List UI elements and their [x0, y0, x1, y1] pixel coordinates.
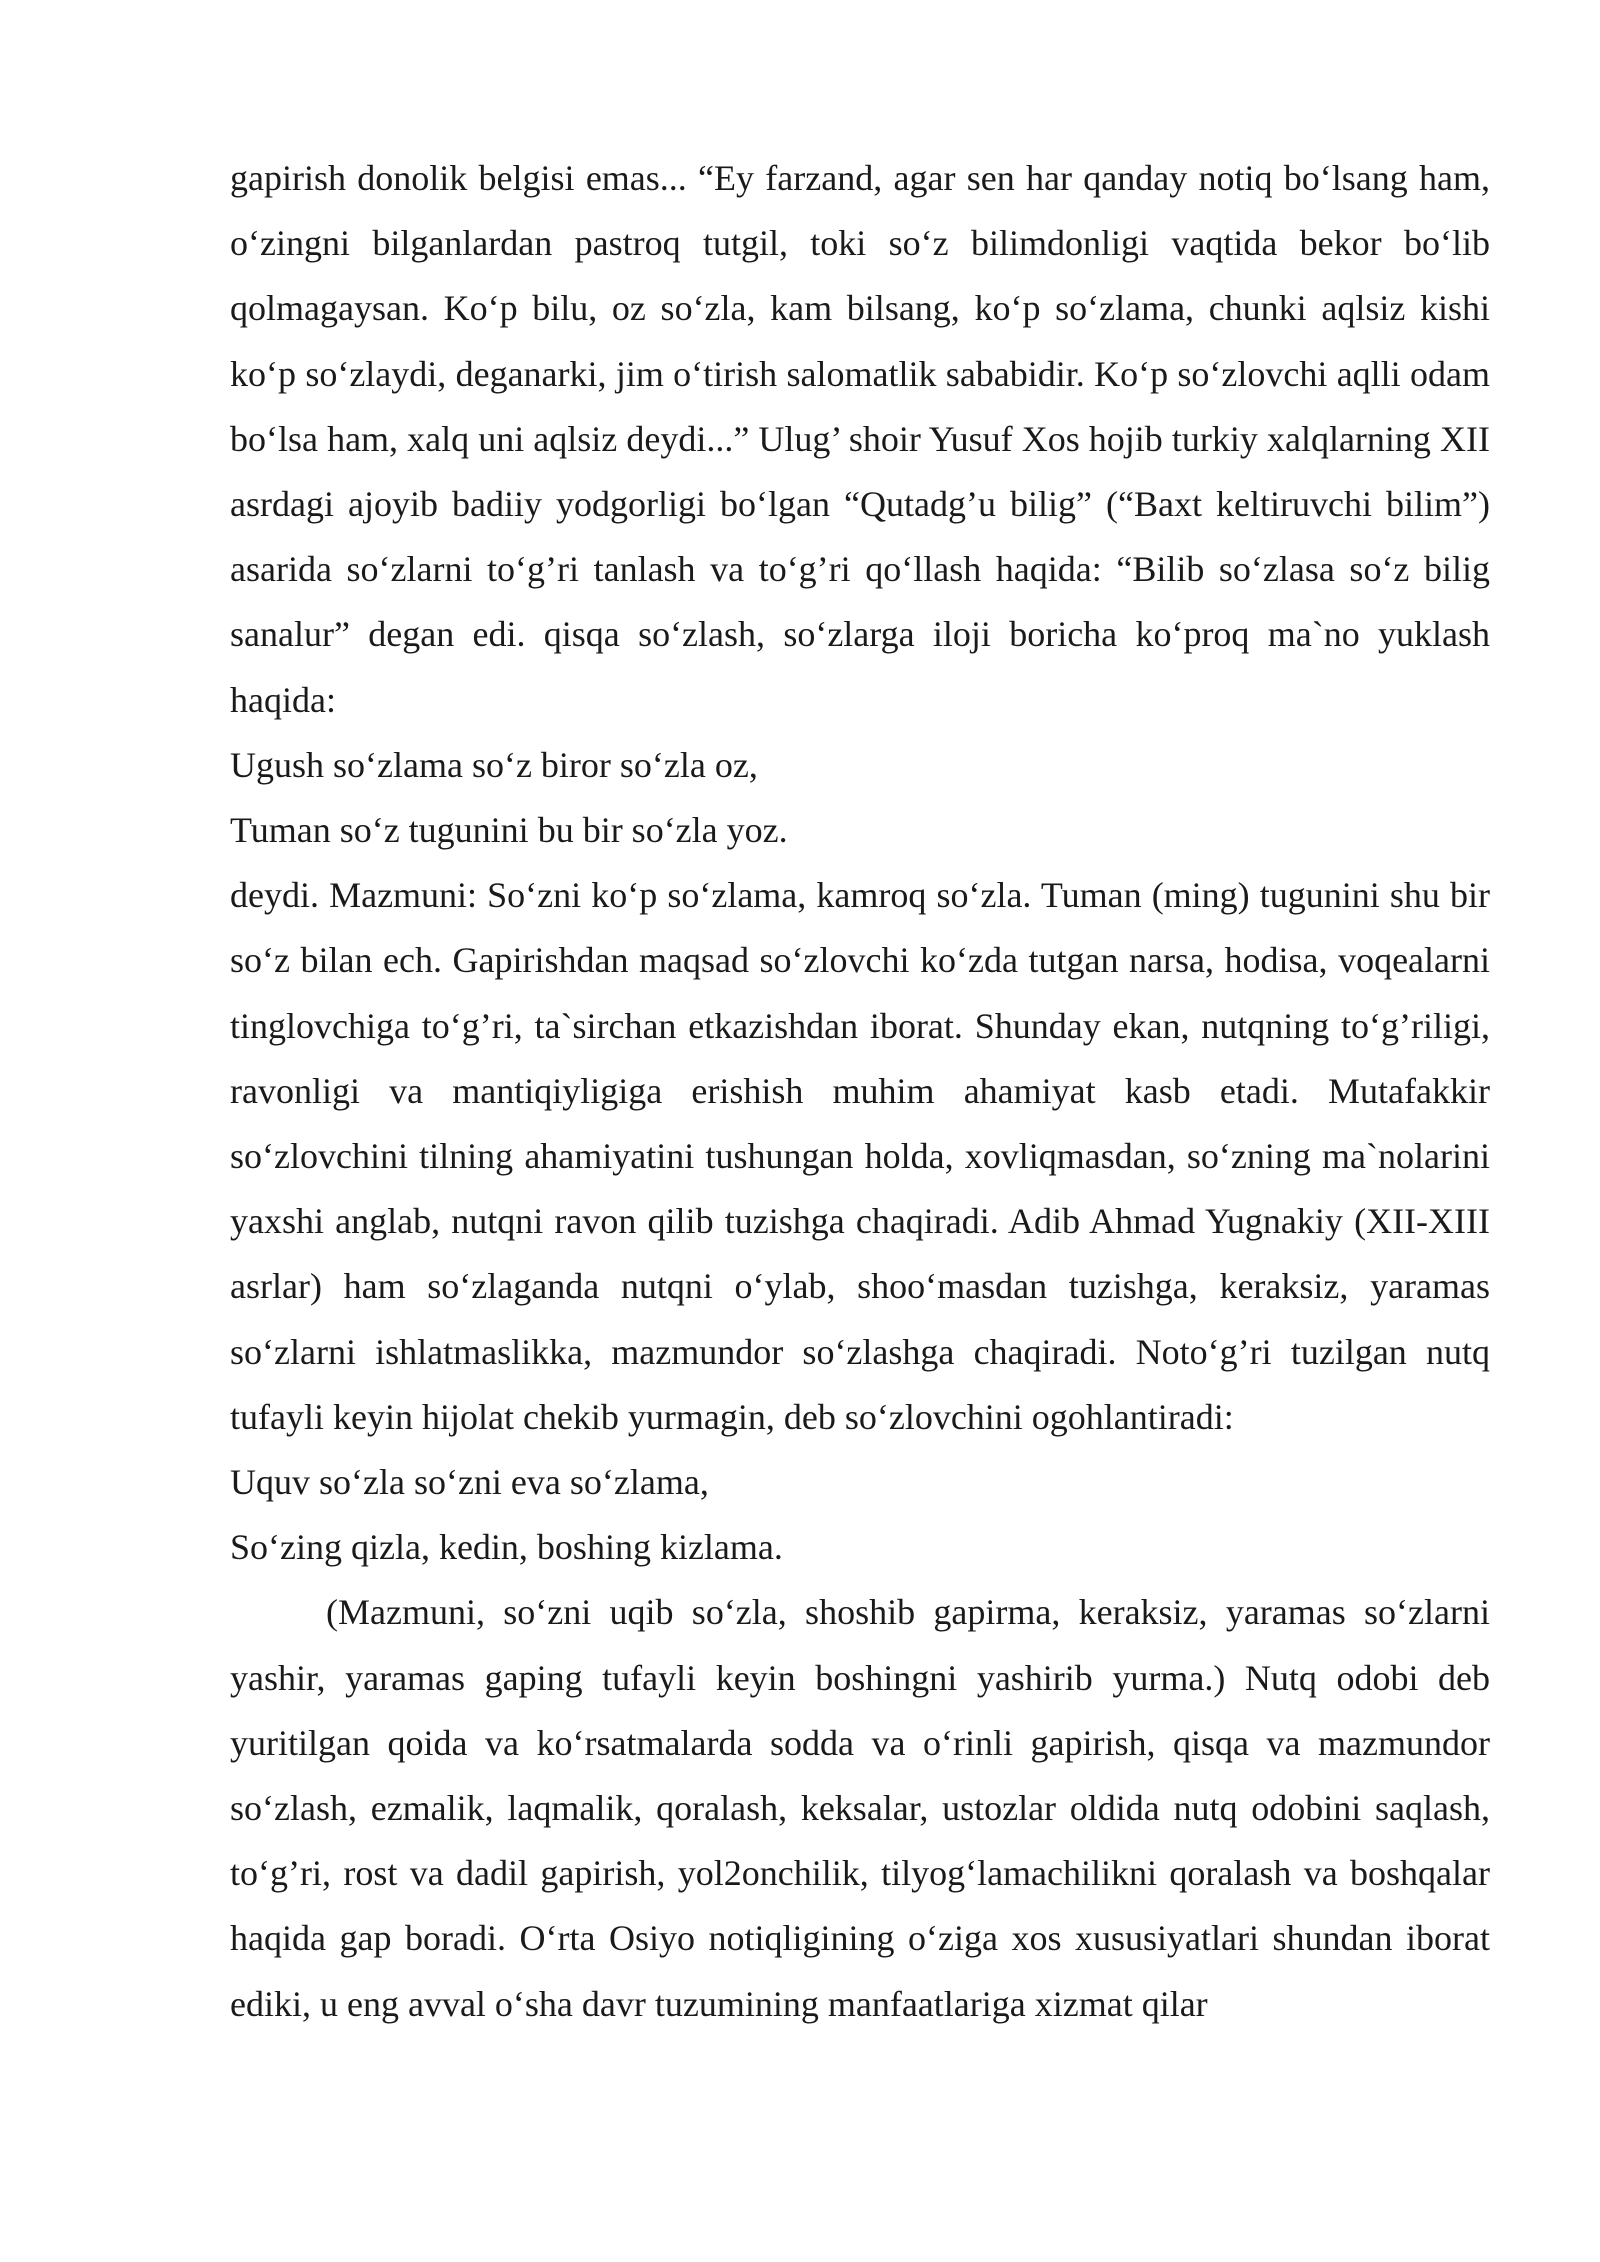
document-page [230, 146, 1490, 2037]
paragraph-2: deydi. Mazmuni: So‘zni ko‘p so‘zlama, kamroq so‘zla. Tuman (ming) tugunini shu bir so‘z bilan ech. Gapirishdan maqsad so‘zlovchi ko‘zda tutgan narsa, hodisa, voqealarni tinglovchiga to‘g’ri, ta`sirchan etkazishdan iborat. Shunday ekan, nutqning to‘g’riligi, ravonligi va mantiqiyligiga erishish muhim ahamiyat kasb etadi. Mutafakkir so‘zlovchini tilning ahamiyatini tushungan holda, xovliqmasdan, so‘zning ma`nolarini yaxshi anglab, nutqni ravon qilib tuzishga chaqiradi. Adib Ahmad Yugnakiy (XII-XIII asrlar) ham so‘zlaganda nutqni o‘ylab, shoo‘masdan tuzishga, keraksiz, yaramas so‘zlarni ishlatmaslikka, mazmundor so‘zlashga chaqiradi. Noto‘g’ri tuzilgan nutq tufayli keyin hijolat chekib yurmagin, deb so‘zlovchini ogohlantiradi: [230, 875, 1490, 1437]
verse-line-1: Ugush so‘zlama so‘z biror so‘zla oz, [230, 744, 758, 785]
verse-line-4: So‘zing qizla, kedin, boshing kizlama. [230, 1527, 783, 1568]
verse-line-3: Uquv so‘zla so‘zni eva so‘zlama, [230, 1462, 709, 1503]
verse-line-2: Tuman so‘z tugunini bu bir so‘zla yoz. [230, 810, 788, 851]
paragraph-1: gapirish donolik belgisi emas... “Ey farzand, agar sen har qanday notiq bo‘lsang ham, o‘zingni bilganlardan pastroq tutgil, toki so‘z bilimdonligi vaqtida bekor bo‘lib qolmagaysan. Ko‘p bilu, oz so‘zla, kam bilsang, ko‘p so‘zlama, chunki aqlsiz kishi ko‘p so‘zlaydi, deganarki, jim o‘tirish salomatlik sababidir. Ko‘p so‘zlovchi aqlli odam bo‘lsa ham, xalq uni aqlsiz deydi...” Ulug’ shoir Yusuf Xos hojib turkiy xalqlarning XII asrdagi ajoyib badiiy yodgorligi bo‘lgan “Qutadg’u bilig” (“Baxt keltiruvchi bilim”) asarida so‘zlarni to‘g’ri tanlash va to‘g’ri qo‘llash haqida: “Bilib so‘zlasa so‘z bilig sanalur” degan edi. qisqa so‘zlash, so‘zlarga iloji boricha ko‘proq ma`no yuklash haqida: [230, 158, 1490, 720]
paragraph-3: (Mazmuni, so‘zni uqib so‘zla, shoshib gapirma, keraksiz, yaramas so‘zlarni yashir, yaramas gaping tufayli keyin boshingni yashirib yurma.) Nutq odobi deb yuritilgan qoida va ko‘rsatmalarda sodda va o‘rinli gapirish, qisqa va mazmundor so‘zlash, ezmalik, laqmalik, qoralash, keksalar, ustozlar oldida nutq odobini saqlash, to‘g’ri, rost va dadil gapirish, yol2onchilik, tilyog‘lamachilikni qoralash va boshqalar haqida gap boradi. O‘rta Osiyo notiqligining o‘ziga xos xususiyatlari shundan iborat ediki, u eng avval o‘sha davr tuzumining manfaatlariga xizmat qilar [230, 1592, 1490, 2024]
